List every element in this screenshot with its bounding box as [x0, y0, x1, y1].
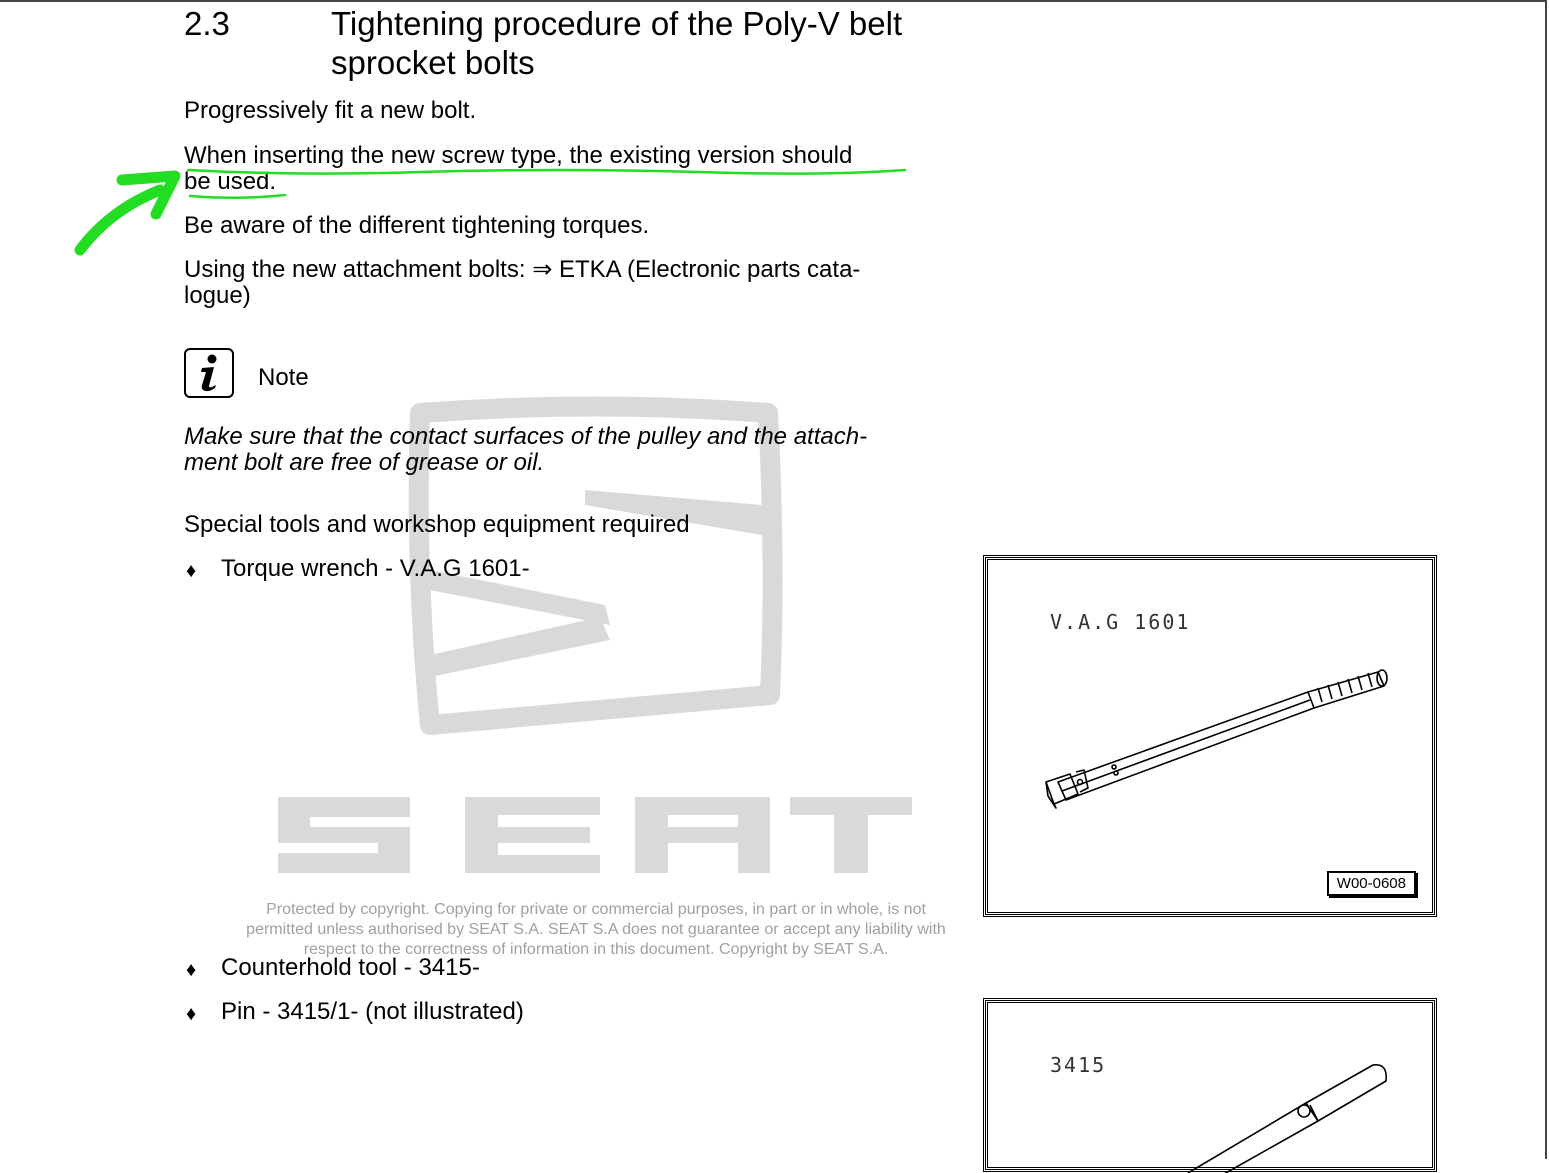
bullet-icon: ♦	[186, 959, 197, 981]
figure-label: 3415	[1050, 1053, 1107, 1077]
tool-item-counterhold: Counterhold tool - 3415-	[221, 954, 480, 981]
figure-counterhold-tool	[985, 1000, 1435, 1170]
copyright-line: respect to the correctness of information in this document. Copyright by SEAT S.A.	[303, 941, 889, 958]
tools-heading: Special tools and workshop equipment required	[184, 511, 690, 538]
tool-item-torque-wrench: Torque wrench - V.A.G 1601-	[221, 555, 530, 582]
paragraph-screw-type-line1: When inserting the new screw type, the existing version should	[184, 142, 853, 169]
paragraph-fit-bolt: Progressively fit a new bolt.	[184, 97, 477, 124]
section-title-line2: sprocket bolts	[331, 44, 535, 81]
info-glyph	[194, 353, 224, 393]
copyright-line: Protected by copyright. Copying for private or commercial purposes, in part or in whole, is not	[266, 901, 926, 918]
figure-code: W00-0608	[1327, 871, 1416, 896]
counterhold-tool-drawing	[988, 1003, 1432, 1173]
note-text-line1: Make sure that the contact surfaces of the pulley and the attach-	[184, 423, 868, 450]
info-icon	[184, 348, 234, 398]
paragraph-etka-line1: Using the new attachment bolts: ⇒ ETKA (Electronic parts cata-	[184, 256, 861, 283]
section-number: 2.3	[184, 5, 230, 42]
paragraph-screw-type-line2: be used.	[184, 168, 277, 195]
figure-label: V.A.G 1601	[1050, 610, 1191, 634]
section-title-line1: Tightening procedure of the Poly-V belt	[331, 5, 903, 42]
paragraph-torques: Be aware of the different tightening torques.	[184, 212, 650, 239]
copyright-line: permitted unless authorised by SEAT S.A. SEAT S.A does not guarantee or accept any liability with	[246, 921, 946, 938]
paragraph-etka-line2: logue)	[184, 282, 251, 309]
bullet-icon: ♦	[186, 560, 197, 582]
torque-wrench-drawing	[988, 560, 1432, 912]
figure-torque-wrench	[985, 557, 1435, 915]
note-text-line2: ment bolt are free of grease or oil.	[184, 449, 545, 476]
note-label: Note	[258, 364, 309, 391]
tool-item-pin: Pin - 3415/1- (not illustrated)	[221, 998, 524, 1025]
bullet-icon: ♦	[186, 1003, 197, 1025]
